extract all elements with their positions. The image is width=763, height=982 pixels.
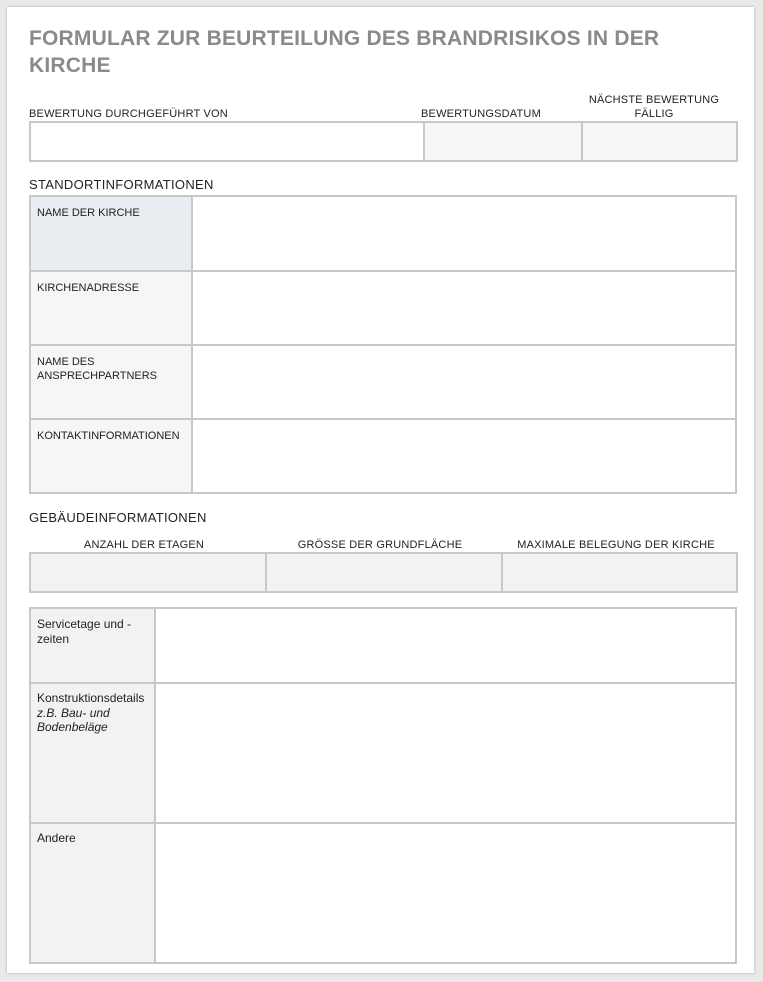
details-table (29, 607, 737, 964)
document-page (7, 7, 754, 973)
church-address-field[interactable] (193, 272, 735, 344)
floor-area-field[interactable] (267, 554, 501, 591)
performed-by-field[interactable] (31, 123, 423, 160)
divider (31, 418, 735, 420)
divider (581, 123, 583, 160)
service-times-label-line2: zeiten (37, 631, 70, 646)
building-fields-row (29, 552, 738, 593)
max-occupancy-label: MAXIMALE BELEGUNG DER KIRCHE (517, 539, 715, 551)
floor-area-label: GRÖSSE DER GRUNDFLÄCHE (297, 539, 463, 551)
floors-label: ANZAHL DER ETAGEN (83, 539, 205, 551)
divider (31, 682, 735, 684)
next-due-label-line2: FÄLLIG (634, 108, 674, 120)
contact-name-label-line1: NAME DES (37, 356, 95, 368)
service-times-field[interactable] (156, 609, 735, 682)
divider (31, 822, 735, 824)
assessment-date-field[interactable] (425, 123, 581, 160)
divider (265, 554, 267, 591)
performed-by-label: BEWERTUNG DURCHGEFÜHRT VON (29, 108, 228, 120)
construction-field[interactable] (156, 684, 735, 822)
floors-field[interactable] (31, 554, 265, 591)
divider (501, 554, 503, 591)
header-fields-row (29, 121, 738, 162)
contact-name-label-line2: ANSPRECHPARTNERS (37, 370, 158, 382)
divider (154, 609, 156, 962)
divider (31, 344, 735, 346)
page-title: FORMULAR ZUR BEURTEILUNG DES BRANDRISIKOS IN DER KIRCHE (29, 27, 660, 77)
other-field[interactable] (156, 824, 735, 962)
divider (31, 270, 735, 272)
other-label: Andere (37, 831, 76, 845)
construction-label-line3 (37, 720, 108, 735)
church-address-label: KIRCHENADRESSE (37, 282, 140, 294)
contact-info-field[interactable] (193, 420, 735, 492)
next-due-label-line1: NÄCHSTE BEWERTUNG (588, 94, 720, 106)
church-name-label: NAME DER KIRCHE (37, 207, 140, 219)
contact-info-label: KONTAKTINFORMATIONEN (37, 430, 180, 442)
location-heading: STANDORTINFORMATIONEN (29, 177, 214, 192)
construction-label-line1: Konstruktionsdetails (37, 691, 145, 705)
next-due-field[interactable] (583, 123, 736, 160)
divider (423, 123, 425, 160)
construction-label-line2 (37, 706, 110, 721)
service-times-label-line1: Servicetage und - (37, 617, 132, 631)
construction-example-line2: Bodenbeläge (37, 720, 108, 734)
assessment-date-label: BEWERTUNGSDATUM (421, 108, 541, 120)
construction-example-line1: z.B. Bau- und (37, 705, 110, 720)
contact-name-field[interactable] (193, 346, 735, 418)
building-heading: GEBÄUDEINFORMATIONEN (29, 510, 207, 525)
max-occupancy-field[interactable] (503, 554, 736, 591)
location-table (29, 195, 737, 494)
church-name-field[interactable] (193, 197, 735, 270)
